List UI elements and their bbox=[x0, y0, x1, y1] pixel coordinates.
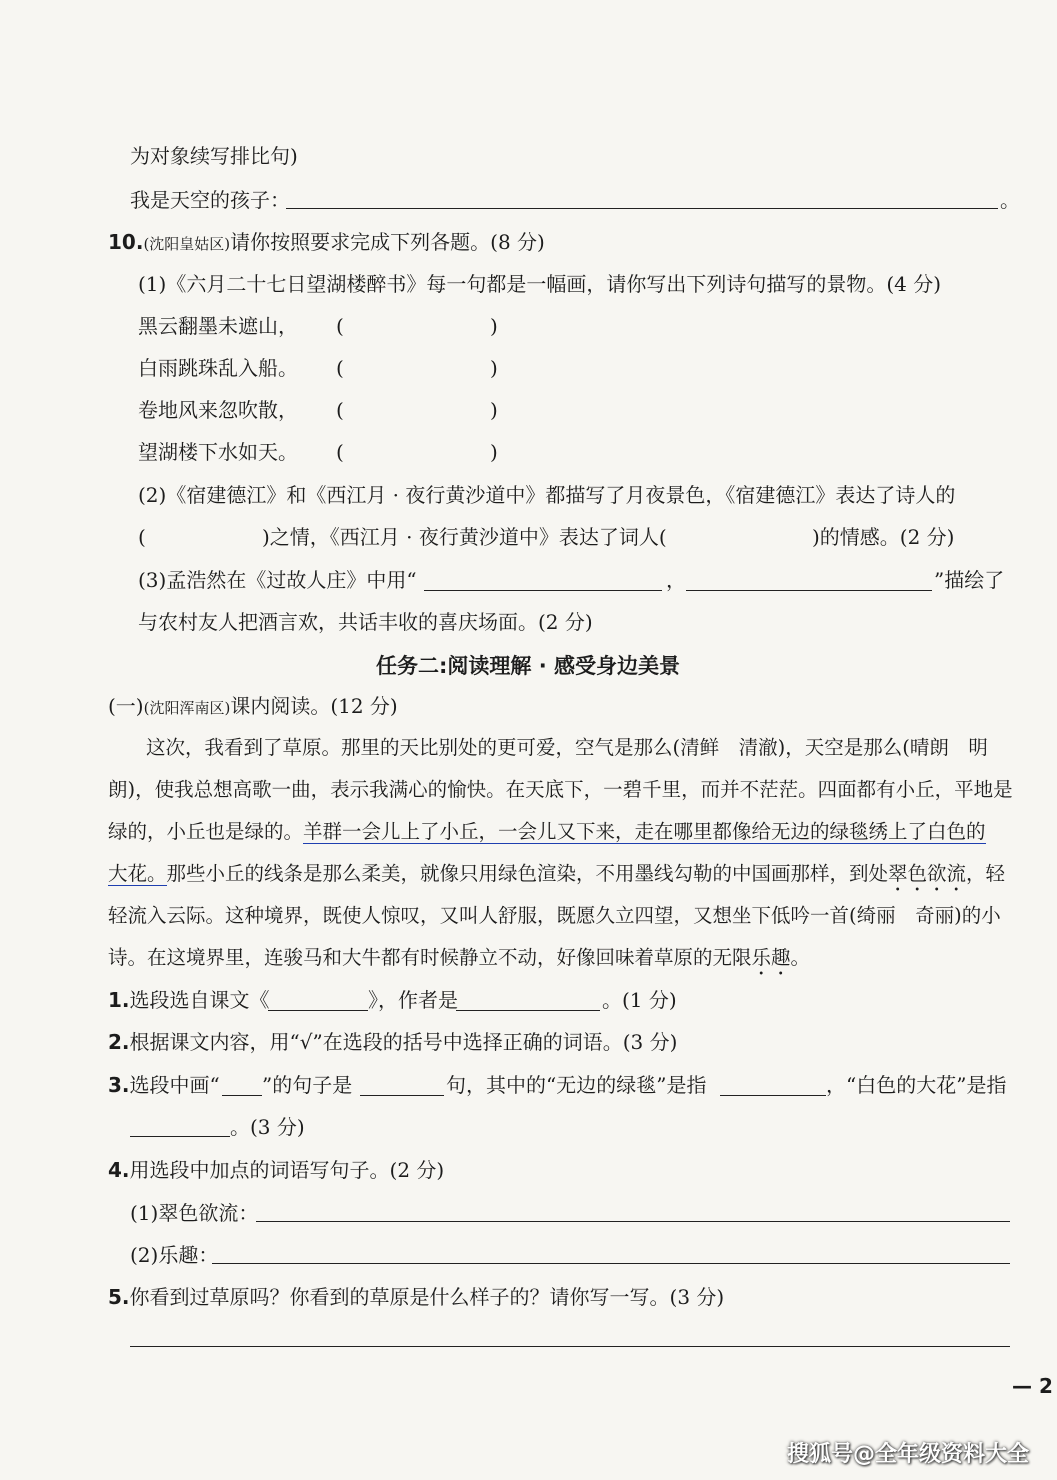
q2-number: 2. bbox=[108, 1030, 130, 1054]
reading-header bbox=[108, 692, 398, 722]
q10-part2-line1: (2)《宿建德江》和《西江月 · 夜行黄沙道中》都描写了月夜景色，《宿建德江》表达了诗人的 bbox=[138, 483, 956, 507]
q3-number: 3. bbox=[108, 1073, 130, 1097]
poem-paren-open-2: ( bbox=[336, 356, 344, 380]
q3-text-e: 。(3 分) bbox=[230, 1115, 305, 1139]
q1-text-c: 。(1 分) bbox=[602, 988, 677, 1012]
q3-blank-white-flowers[interactable] bbox=[130, 1136, 230, 1137]
q3-text-c: 句，其中的“无边的绿毯”是指 bbox=[446, 1073, 707, 1097]
passage-line-2: 朗)，使我总想高歌一曲，表示我满心的愉快。在天底下，一碧千里，而并不茫茫。四面都有小丘，平地是 bbox=[108, 778, 1013, 801]
reading-source: (沈阳浑南区) bbox=[143, 699, 231, 717]
poem-paren-open-4: ( bbox=[336, 440, 344, 464]
passage-line-4 bbox=[108, 860, 1005, 896]
q3-blank-green-carpet[interactable] bbox=[720, 1095, 826, 1096]
passage-line-4-mid: 那些小丘的线条是那么柔美，就像只用绿色渲染，不用墨线勾勒的中国画那样，到处 bbox=[166, 862, 889, 885]
q4-part1-label: (1)翠色欲流： bbox=[130, 1201, 259, 1225]
poem-paren-close-4: ) bbox=[490, 440, 498, 464]
task2-title: 任务二:阅读理解 · 感受身边美景 bbox=[376, 654, 680, 678]
q3-text-b: ”的句子是 bbox=[262, 1073, 353, 1097]
q10-header bbox=[108, 228, 545, 258]
q3-text-d: ，“白色的大花”是指 bbox=[826, 1073, 1007, 1097]
q9-line-tail: 为对象续写排比句) bbox=[130, 144, 298, 168]
question-5 bbox=[108, 1283, 724, 1311]
poem-paren-close-3: ) bbox=[490, 398, 498, 422]
dotted-word-cuiseyuliu: 翠色欲流 bbox=[888, 862, 967, 885]
q1-number: 1. bbox=[108, 988, 130, 1012]
poem-paren-open-1: ( bbox=[336, 314, 344, 338]
q3-underline-sample bbox=[222, 1095, 262, 1096]
q10-part2-paren-a: ( bbox=[138, 525, 146, 549]
q5-text: 你看到过草原吗？你看到的草原是什么样子的？请你写一写。(3 分) bbox=[129, 1285, 725, 1309]
q4-part2-label: (2)乐趣： bbox=[130, 1243, 219, 1267]
q3-blank-type[interactable] bbox=[360, 1095, 444, 1096]
q10-part3-line2: 与农村友人把酒言欢，共话丰收的喜庆场面。(2 分) bbox=[138, 610, 593, 634]
q10-part3-comma: ， bbox=[666, 568, 686, 592]
poem-line-2: 白雨跳珠乱入船。 bbox=[138, 356, 298, 380]
poem-line-3: 卷地风来忽吹散， bbox=[138, 398, 298, 422]
q9-end: 。 bbox=[1000, 188, 1020, 212]
question-1 bbox=[108, 986, 270, 1014]
q4-number: 4. bbox=[108, 1158, 130, 1182]
question-3 bbox=[108, 1071, 220, 1099]
poem-line-4: 望湖楼下水如天。 bbox=[138, 440, 298, 464]
q4-part1-answer-line[interactable] bbox=[256, 1221, 1010, 1222]
q1-text-a: 选段选自课文《 bbox=[129, 988, 270, 1012]
q4-part2-answer-line[interactable] bbox=[212, 1263, 1010, 1264]
underlined-sentence-part2: 大花。 bbox=[108, 862, 167, 885]
passage-line-3 bbox=[108, 818, 986, 846]
q4-text: 用选段中加点的词语写句子。(2 分) bbox=[129, 1158, 445, 1182]
q9-prompt: 我是天空的孩子： bbox=[130, 188, 290, 212]
q10-part3-blank-1[interactable] bbox=[424, 590, 662, 591]
poem-paren-close-1: ) bbox=[490, 314, 498, 338]
q10-text: 请你按照要求完成下列各题。(8 分) bbox=[230, 230, 545, 254]
q10-part2-end: )的情感。(2 分) bbox=[812, 525, 955, 549]
q2-text: 根据课文内容，用“√”在选段的括号中选择正确的词语。(3 分) bbox=[129, 1030, 678, 1054]
poem-paren-open-3: ( bbox=[336, 398, 344, 422]
q10-part2-mid: )之情，《西江月 · 夜行黄沙道中》表达了词人( bbox=[262, 525, 667, 549]
q5-number: 5. bbox=[108, 1285, 130, 1309]
passage-line-6-start: 诗。在这境界里，连骏马和大牛都有时候静立不动，好像回味着草原的无限 bbox=[108, 946, 752, 969]
poem-paren-close-2: ) bbox=[490, 356, 498, 380]
passage-line-5: 轻流入云际。这种境界，既使人惊叹，又叫人舒服，既愿久立四望，又想坐下低吟一首(绮丽 奇丽)的小 bbox=[108, 904, 1001, 927]
passage-line-6 bbox=[108, 944, 810, 980]
q1-blank-author[interactable] bbox=[456, 1010, 600, 1011]
q10-part3-b: ”描绘了 bbox=[934, 568, 1005, 592]
watermark: 搜狐号@全年级资料大全 bbox=[786, 1442, 1029, 1467]
page-number: — 2 bbox=[1012, 1374, 1053, 1398]
dotted-word-lequ: 乐趣 bbox=[751, 946, 791, 969]
reading-text: 课内阅读。(12 分) bbox=[230, 694, 398, 718]
q1-blank-title[interactable] bbox=[268, 1010, 368, 1011]
q10-part1: (1)《六月二十七日望湖楼醉书》每一句都是一幅画，请你写出下列诗句描写的景物。(4 分) bbox=[138, 272, 942, 296]
underlined-sentence-part1: 羊群一会儿上了小丘，一会儿又下来，走在哪里都像给无边的绿毯绣上了白色的 bbox=[303, 820, 986, 843]
q1-text-b: 》，作者是 bbox=[368, 988, 458, 1012]
q9-answer-line[interactable] bbox=[286, 208, 998, 209]
question-4 bbox=[108, 1156, 444, 1184]
q10-number: 10. bbox=[108, 230, 144, 254]
q5-answer-line[interactable] bbox=[130, 1346, 1010, 1347]
passage-line-1: 这次，我看到了草原。那里的天比别处的更可爱，空气是那么(清鲜 清澈)，天空是那么(晴朗 明 bbox=[146, 736, 988, 759]
passage-line-6-end: 。 bbox=[790, 946, 811, 969]
q10-part3-a: (3)孟浩然在《过故人庄》中用“ bbox=[138, 568, 417, 592]
poem-line-1: 黑云翻墨未遮山， bbox=[138, 314, 298, 338]
passage-line-4-end: ，轻 bbox=[966, 862, 1006, 885]
q10-source: (沈阳皇姑区) bbox=[143, 235, 231, 253]
q3-text-a: 选段中画“ bbox=[129, 1073, 220, 1097]
question-2 bbox=[108, 1028, 677, 1056]
q10-part3-blank-2[interactable] bbox=[686, 590, 932, 591]
passage-line-3-start: 绿的，小丘也是绿的。 bbox=[108, 820, 304, 843]
reading-label: (一) bbox=[108, 694, 144, 718]
